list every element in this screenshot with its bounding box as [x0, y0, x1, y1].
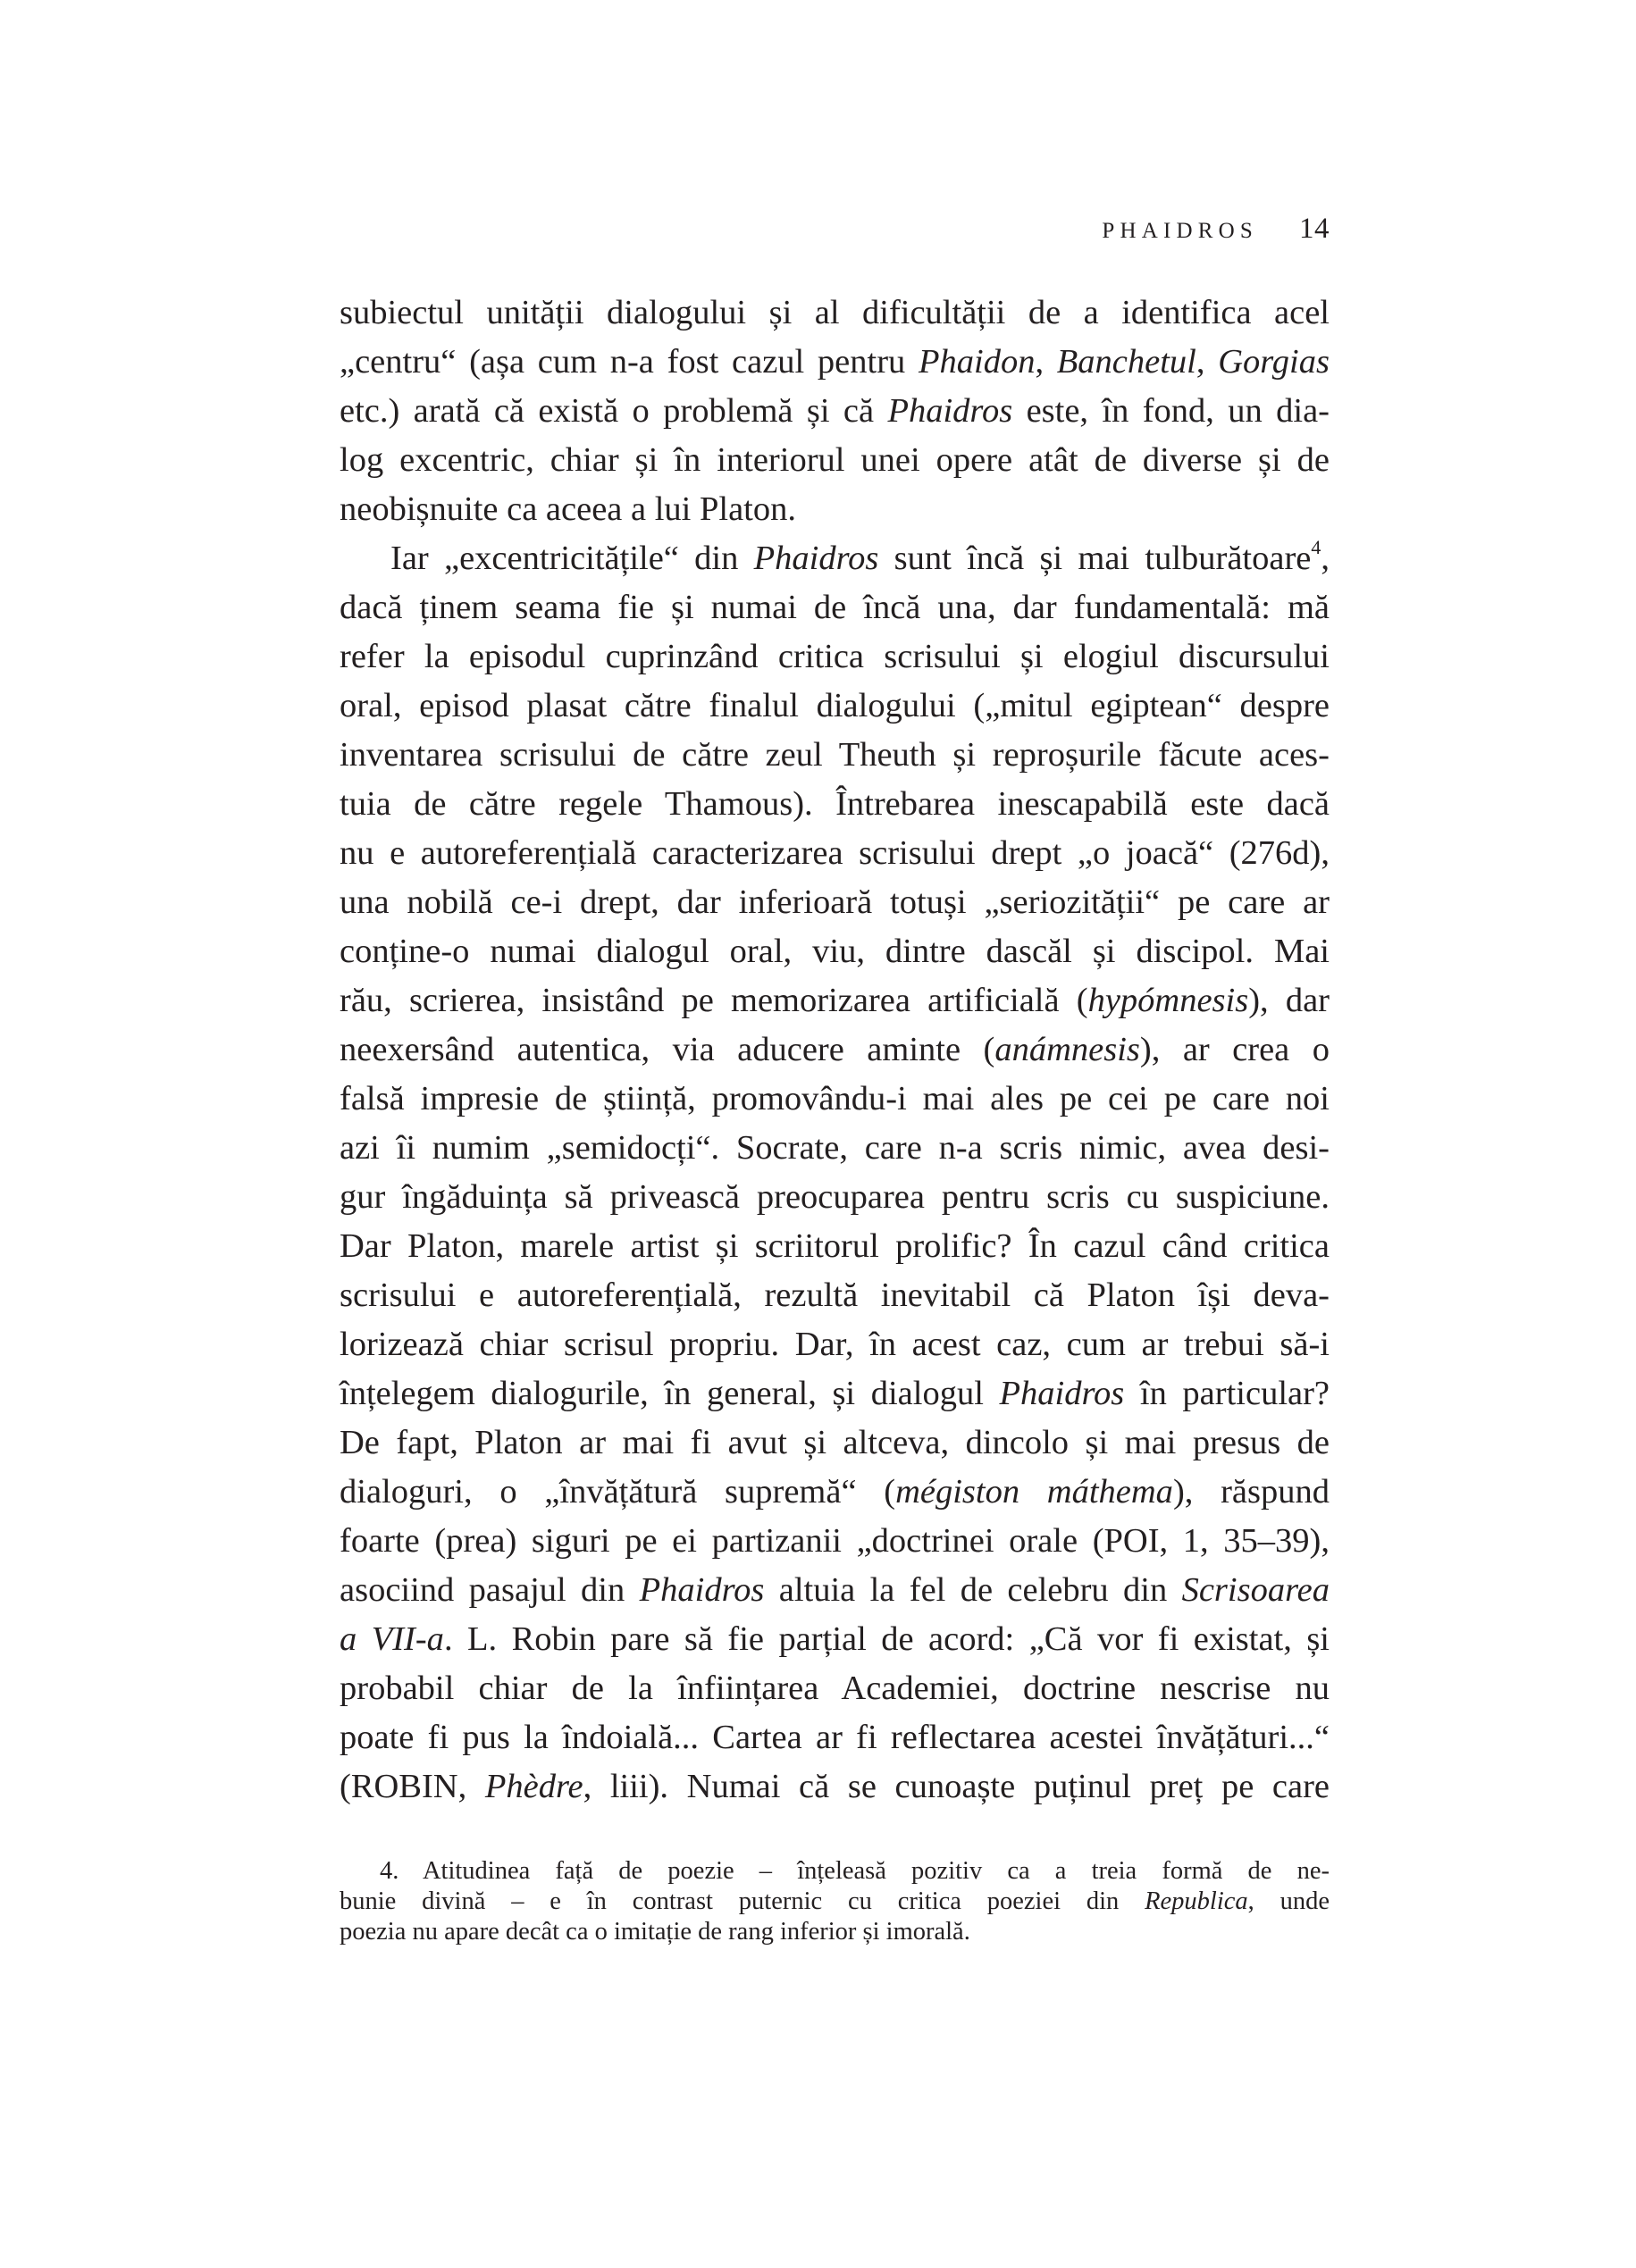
- text-line: Dar Platon, marele artist și scriitorul prolific? În cazul când critica: [340, 1227, 1330, 1265]
- footnote-line: poezia nu apare decât ca o imitație de rang inferior și imorală.: [340, 1918, 970, 1946]
- text-line: (ROBIN, Phèdre, liii). Numai că se cunoaște puținul preț pe care: [340, 1768, 1330, 1805]
- text-line: inventarea scrisului de către zeul Theuth și reproșurile făcute aces-: [340, 736, 1330, 774]
- text-line: una nobilă ce-i drept, dar inferioară totuși „seriozității“ pe care ar: [340, 883, 1330, 921]
- text-line: dialoguri, o „învățătură supremă“ (mégiston máthema), răspund: [340, 1473, 1330, 1511]
- italic-term: hypómnesis: [1087, 982, 1249, 1019]
- italic-title: Phèdre: [484, 1768, 583, 1805]
- text-line: dacă ținem seama fie și numai de încă una, dar fundamentală: mă: [340, 589, 1330, 626]
- text-line: nu e autoreferențială caracterizarea scrisului drept „o joacă“ (276d),: [340, 834, 1330, 872]
- text-line: refer la episodul cuprinzând critica scrisului și elogiul discursului: [340, 638, 1330, 675]
- text-line: falsă impresie de știință, promovându-i mai ales pe cei pe care noi: [340, 1080, 1330, 1117]
- italic-term: mégiston máthema: [895, 1473, 1173, 1511]
- text-line: subiectul unității dialogului și al dificultății de a identifica acel: [340, 294, 1330, 331]
- italic-title: Phaidros: [999, 1375, 1125, 1412]
- running-head: [983, 213, 1330, 248]
- text-line: tuia de către regele Thamous). Întrebarea inescapabilă este dacă: [340, 785, 1330, 823]
- text-line: conține-o numai dialogul oral, viu, dintre dascăl și discipol. Mai: [340, 933, 1330, 970]
- running-head-title: PHAIDROS: [1102, 219, 1258, 243]
- text-line: neexersând autentica, via aducere aminte (anámnesis), ar crea o: [340, 1031, 1330, 1068]
- italic-title: Scrisoarea: [1181, 1571, 1330, 1609]
- text-line: asociind pasajul din Phaidros altuia la fel de celebru din Scrisoarea: [340, 1571, 1330, 1609]
- footnote-line: bunie divină – e în contrast puternic cu critica poeziei din Republica, unde: [340, 1887, 1330, 1915]
- footnote-reference[interactable]: 4: [1311, 536, 1321, 558]
- text-line: lorizează chiar scrisul propriu. Dar, în acest caz, cum ar trebui să-i: [340, 1326, 1330, 1363]
- text-line: neobișnuite ca aceea a lui Platon.: [340, 490, 796, 528]
- text-line: poate fi pus la îndoială... Cartea ar fi reflectarea acestei învățături...“: [340, 1719, 1330, 1756]
- text-line: etc.) arată că există o problemă și că Phaidros este, în fond, un dia-: [340, 392, 1330, 430]
- text-line: înțelegem dialogurile, în general, și dialogul Phaidros în particular?: [340, 1375, 1330, 1412]
- text-line: De fapt, Platon ar mai fi avut și altceva, dincolo și mai presus de: [340, 1424, 1330, 1461]
- footnotes: [340, 1856, 1330, 1947]
- italic-term: anámnesis: [994, 1031, 1140, 1068]
- italic-title: Phaidros: [753, 540, 879, 577]
- italic-title: Republica: [1145, 1887, 1248, 1915]
- text-line: Iar „excentricitățile“ din Phaidros sunt încă și mai tulburătoare$^4$,: [390, 536, 1330, 577]
- body-text: [340, 289, 1330, 1812]
- text-line: probabil chiar de la înființarea Academiei, doctrine nescrise nu: [340, 1670, 1330, 1707]
- text-line: gur îngăduința să privească preocuparea pentru scris cu suspiciune.: [340, 1178, 1330, 1216]
- text-line: oral, episod plasat către finalul dialogului („mitul egiptean“ despre: [340, 687, 1330, 724]
- text-line: foarte (prea) siguri pe ei partizanii „doctrinei orale (POI, 1, 35–39),: [340, 1522, 1330, 1560]
- italic-title: a VII-a: [340, 1620, 444, 1658]
- italic-title: Phaidros: [639, 1571, 765, 1609]
- italic-title: Phaidon: [918, 343, 1036, 381]
- footnote-4: [340, 1856, 1330, 1947]
- footnote-line: 4. Atitudinea față de poezie – înțeleasă pozitiv ca a treia formă de ne-: [380, 1857, 1330, 1885]
- text-line: log excentric, chiar și în interiorul unei opere atât de diverse și de: [340, 441, 1330, 479]
- italic-title: Phaidros: [887, 392, 1013, 430]
- text-line: azi îi numim „semidocți“. Socrate, care n-a scris nimic, avea desi-: [340, 1129, 1330, 1167]
- page-number: 14: [1299, 213, 1330, 245]
- italic-title: Gorgias: [1218, 343, 1330, 381]
- text-line: scrisului e autoreferențială, rezultă inevitabil că Platon își deva-: [340, 1276, 1330, 1314]
- text-line: a VII-a. L. Robin pare să fie parțial de acord: „Că vor fi existat, și: [340, 1620, 1330, 1658]
- italic-title: Banchetul: [1056, 343, 1196, 381]
- text-line: „centru“ (așa cum n-a fost cazul pentru Phaidon, Banchetul, Gorgias: [340, 343, 1330, 381]
- text-line: rău, scrierea, insistând pe memorizarea artificială (hypómnesis), dar: [340, 982, 1330, 1019]
